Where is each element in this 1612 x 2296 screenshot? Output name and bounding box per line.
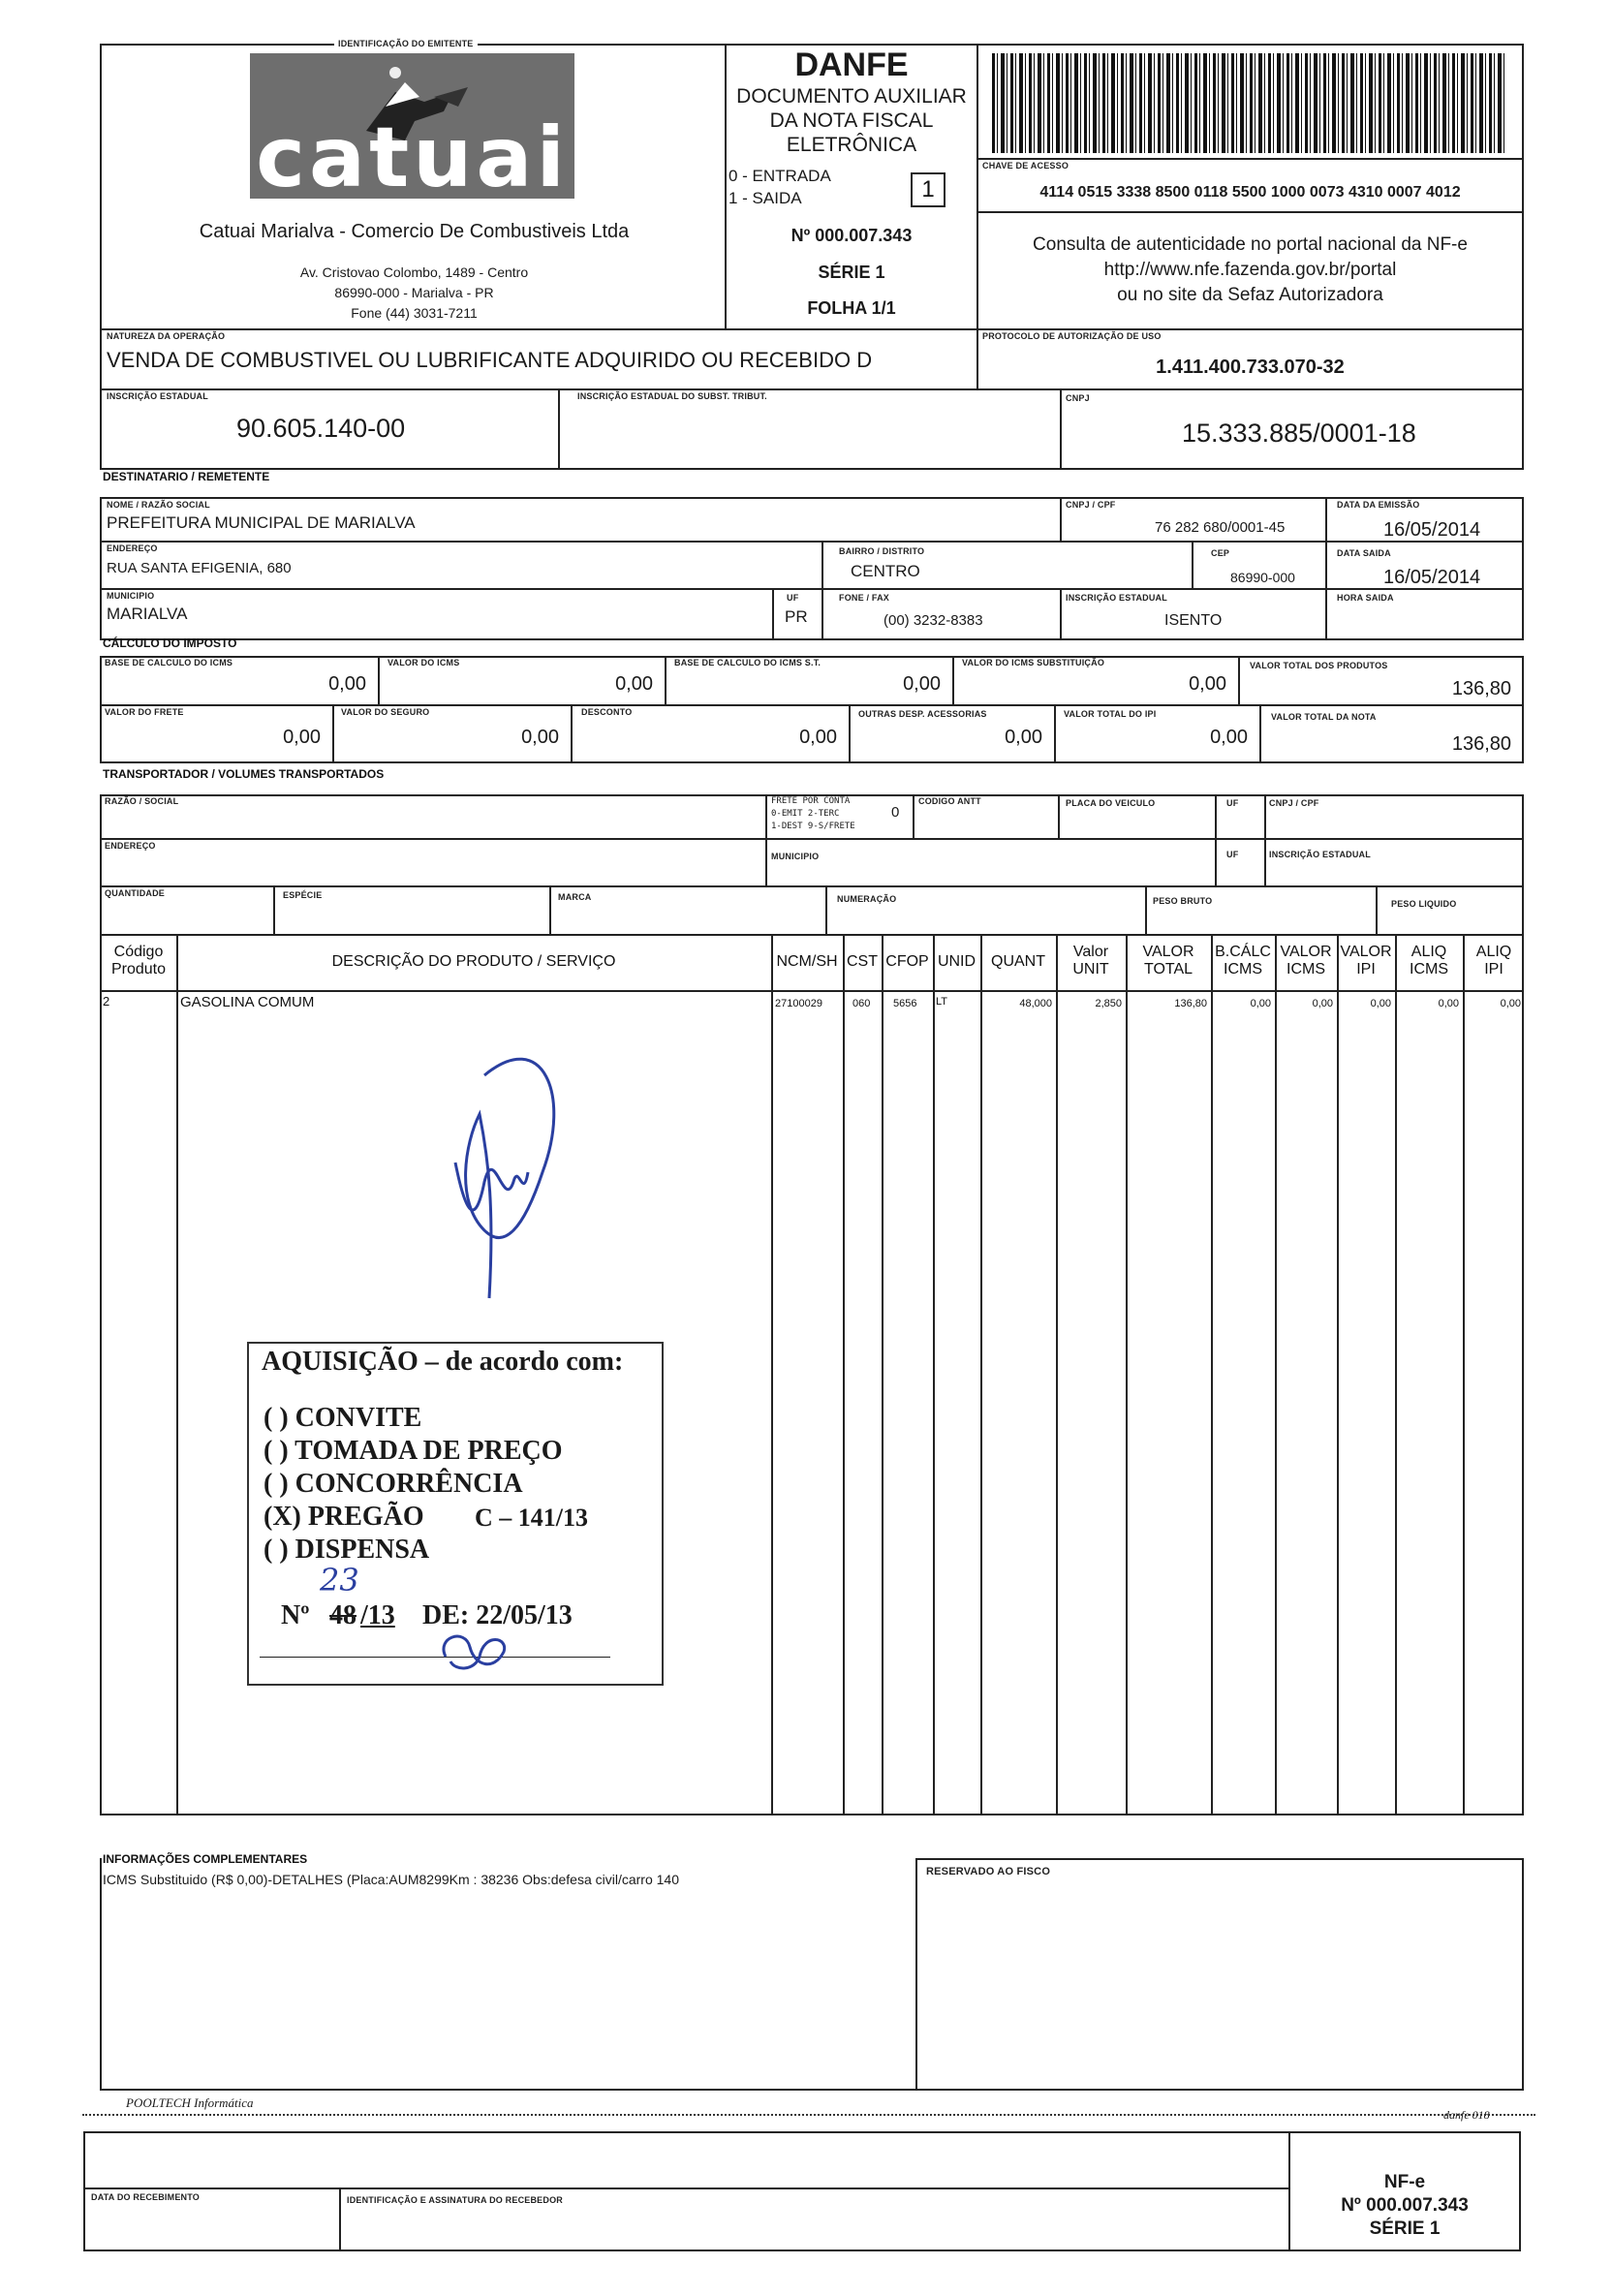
canhoto-numero: Nº 000.007.343 — [1341, 2195, 1469, 2216]
frete-label: VALOR DO FRETE — [105, 707, 184, 717]
transp-frete-2: 0-EMIT 2-TERC — [771, 809, 840, 819]
dest-v-bairro — [822, 541, 823, 640]
imp-v-5 — [332, 704, 334, 763]
cell-codigo: 2 — [103, 994, 110, 1008]
dest-uf-label: UF — [787, 593, 799, 603]
dest-emissao-label: DATA DA EMISSÃO — [1337, 500, 1420, 510]
dest-cnpj: 76 282 680/0001-45 — [1155, 519, 1286, 536]
th-unid: UNID — [937, 953, 976, 970]
stamp-line-2: ( ) TOMADA DE PREÇO — [264, 1436, 563, 1466]
transp-v-4 — [1215, 794, 1217, 887]
col-line-6 — [980, 934, 982, 1815]
dest-uf: PR — [785, 607, 808, 626]
valor-st-label: VALOR DO ICMS SUBSTITUIÇÃO — [962, 658, 1105, 667]
ie-value: 90.605.140-00 — [236, 414, 406, 443]
dest-v-data — [1325, 497, 1327, 640]
vol-v-5 — [1376, 885, 1378, 936]
recebimento-label: DATA DO RECEBIMENTO — [91, 2192, 200, 2202]
stamp-numero-struck: 48 — [329, 1600, 356, 1630]
imp-v-4 — [1238, 656, 1240, 704]
dest-nome: PREFEITURA MUNICIPAL DE MARIALVA — [107, 513, 416, 532]
stamp-line-5: ( ) DISPENSA — [264, 1535, 430, 1565]
seguro-label: VALOR DO SEGURO — [341, 707, 430, 717]
emitente-phone: Fone (44) 3031-7211 — [351, 305, 478, 321]
transp-municipio-label: MUNICIPIO — [771, 852, 820, 861]
inscricao-divider-2 — [1060, 388, 1062, 470]
imp-v-9 — [1259, 704, 1261, 763]
dest-cep-label: CEP — [1211, 548, 1230, 558]
company-logo-text: catuai — [256, 109, 569, 206]
complementares-top — [915, 1858, 1524, 1860]
stamp-line-4: (X) PREGÃO — [264, 1502, 424, 1532]
imp-v-8 — [1054, 704, 1056, 763]
danfe-subtitle-3: ELETRÔNICA — [786, 134, 917, 156]
natureza-label: NATUREZA DA OPERAÇÃO — [107, 331, 226, 341]
cell-quant: 48,000 — [1019, 998, 1052, 1009]
cell-valor-total: 136,80 — [1174, 998, 1207, 1009]
dest-ie-label: INSCRIÇÃO ESTADUAL — [1066, 593, 1167, 603]
dest-municipio: MARIALVA — [107, 605, 188, 623]
cell-aliq-ipi: 0,00 — [1500, 998, 1521, 1009]
transp-antt-label: CODIGO ANTT — [918, 796, 981, 806]
protocolo-label: PROTOCOLO DE AUTORIZAÇÃO DE USO — [982, 331, 1162, 341]
desconto-label: DESCONTO — [581, 707, 633, 717]
stamp-line-4b: C – 141/13 — [475, 1504, 588, 1532]
danfe-title: DANFE — [794, 47, 909, 83]
vol-numeracao-label: NUMERAÇÃO — [837, 894, 897, 904]
transp-razao-label: RAZÃO / SOCIAL — [105, 796, 179, 806]
natureza-value: VENDA DE COMBUSTIVEL OU LUBRIFICANTE ADQUIRIDO OU RECEBIDO D — [107, 348, 873, 372]
th-aliq-icms: ALIQ ICMS — [1410, 944, 1448, 977]
danfe-subtitle-1: DOCUMENTO AUXILIAR — [736, 85, 967, 108]
th-bcalc-icms: B.CÁLC ICMS — [1215, 944, 1271, 977]
danfe-serie: SÉRIE 1 — [818, 263, 885, 282]
stamp-date: DE: 22/05/13 — [422, 1600, 573, 1630]
dest-row-1 — [100, 541, 1524, 543]
danfe-entrada: 0 - ENTRADA — [728, 167, 831, 185]
col-line-13 — [1463, 934, 1465, 1815]
th-ncm: NCM/SH — [776, 953, 838, 970]
transp-v-2 — [913, 794, 914, 838]
dest-endereco: RUA SANTA EFIGENIA, 680 — [107, 560, 292, 576]
canhoto-nfe: NF-e — [1383, 2172, 1426, 2192]
transp-placa-label: PLACA DO VEICULO — [1066, 798, 1156, 808]
th-valor-icms: VALOR ICMS — [1280, 944, 1332, 977]
dest-nome-label: NOME / RAZÃO SOCIAL — [107, 500, 210, 510]
total-prod: 136,80 — [1451, 678, 1511, 699]
stamp-line-3: ( ) CONCORRÊNCIA — [264, 1469, 523, 1499]
ipi: 0,00 — [1210, 727, 1248, 748]
dest-cnpj-label: CNPJ / CPF — [1066, 500, 1116, 510]
seguro: 0,00 — [521, 727, 559, 748]
total-prod-label: VALOR TOTAL DOS PRODUTOS — [1250, 661, 1388, 670]
cell-cfop: 5656 — [893, 998, 917, 1009]
cell-bcalc-icms: 0,00 — [1250, 998, 1271, 1009]
col-line-5 — [933, 934, 935, 1815]
col-line-12 — [1395, 934, 1397, 1815]
base-st-label: BASE DE CALCULO DO ICMS S.T. — [674, 658, 822, 667]
dest-emissao: 16/05/2014 — [1383, 519, 1481, 541]
canhoto-serie: SÉRIE 1 — [1369, 2218, 1441, 2239]
cell-unid: LT — [936, 996, 948, 1008]
cell-ncm: 27100029 — [775, 998, 822, 1009]
transp-frete-3: 1-DEST 9-S/FRETE — [771, 822, 855, 831]
col-line-1 — [176, 934, 178, 1815]
stamp-line-1: ( ) CONVITE — [264, 1403, 422, 1433]
col-line-11 — [1337, 934, 1339, 1815]
outras: 0,00 — [1005, 727, 1042, 748]
ie-label: INSCRIÇÃO ESTADUAL — [107, 391, 208, 401]
th-cst: CST — [847, 953, 878, 970]
th-valor-ipi: VALOR IPI — [1340, 944, 1392, 977]
cell-aliq-icms: 0,00 — [1438, 998, 1459, 1009]
vol-especie-label: ESPÉCIE — [283, 890, 323, 900]
chave-label: CHAVE DE ACESSO — [982, 161, 1070, 171]
transportador-section-label: TRANSPORTADOR / VOLUMES TRANSPORTADOS — [103, 767, 385, 781]
chave-divider-2 — [976, 211, 1524, 213]
chave-divider-1 — [976, 158, 1524, 160]
base-icms-label: BASE DE CALCULO DO ICMS — [105, 658, 233, 667]
col-line-3 — [843, 934, 845, 1815]
dest-v-ie — [1060, 588, 1062, 640]
transp-frete-value: 0 — [891, 804, 900, 821]
col-line-4 — [882, 934, 884, 1815]
canhoto-divider-1 — [339, 2187, 341, 2251]
th-quant: QUANT — [991, 953, 1045, 970]
consulta-line-2[interactable]: http://www.nfe.fazenda.gov.br/portal — [1103, 260, 1397, 280]
dest-endereco-label: ENDEREÇO — [107, 543, 158, 553]
vol-bruto-label: PESO BRUTO — [1153, 896, 1213, 906]
danfe-saida: 1 - SAIDA — [728, 189, 802, 207]
base-st: 0,00 — [903, 673, 941, 695]
valor-icms: 0,00 — [615, 673, 653, 695]
destinatario-section-label: DESTINATARIO / REMETENTE — [103, 470, 270, 483]
dest-municipio-label: MUNICIPIO — [107, 591, 155, 601]
cell-cst: 060 — [852, 998, 871, 1009]
stamp-numero-suffix: /13 — [360, 1600, 395, 1630]
danfe-code: danfe 018 — [1443, 2108, 1490, 2122]
produtos-header-line — [100, 990, 1524, 992]
dest-saida: 16/05/2014 — [1383, 567, 1481, 588]
inscricao-divider-1 — [558, 388, 560, 470]
dest-v-uf — [772, 588, 774, 640]
col-line-2 — [771, 934, 773, 1815]
cell-valor-icms: 0,00 — [1312, 998, 1333, 1009]
complementares-box — [100, 1858, 1524, 2091]
imp-v-1 — [378, 656, 380, 704]
protocolo-value: 1.411.400.733.070-32 — [1156, 357, 1345, 378]
stamp-title: AQUISIÇÃO – de acordo com: — [262, 1347, 624, 1377]
dest-hora-label: HORA SAIDA — [1337, 593, 1394, 603]
transp-frete-1: FRETE POR CONTA — [771, 796, 851, 806]
consulta-line-3: ou no site da Sefaz Autorizadora — [1117, 285, 1383, 305]
imposto-row-1 — [100, 704, 1524, 706]
vol-quantidade-label: QUANTIDADE — [105, 888, 165, 898]
stamp-numero-prefix: Nº — [281, 1600, 310, 1630]
total-nota-label: VALOR TOTAL DA NOTA — [1271, 712, 1377, 722]
dest-fone-label: FONE / FAX — [839, 593, 890, 603]
imp-v-3 — [952, 656, 954, 704]
imp-v-2 — [665, 656, 666, 704]
imp-v-7 — [849, 704, 851, 763]
dest-ie: ISENTO — [1164, 612, 1223, 629]
valor-st: 0,00 — [1189, 673, 1226, 695]
stamp-handwritten-number: 23 — [320, 1562, 359, 1598]
transp-ie-label: INSCRIÇÃO ESTADUAL — [1269, 850, 1371, 859]
transp-v-1 — [765, 794, 767, 887]
imposto-section-label: CÁLCULO DO IMPOSTO — [103, 636, 237, 650]
vol-v-1 — [273, 885, 275, 936]
th-valor-total: VALOR TOTAL — [1142, 944, 1194, 977]
imp-v-6 — [571, 704, 573, 763]
ie-st-label: INSCRIÇÃO ESTADUAL DO SUBST. TRIBUT. — [577, 391, 767, 401]
th-aliq-ipi: ALIQ IPI — [1475, 944, 1512, 977]
total-nota: 136,80 — [1451, 733, 1511, 755]
outras-label: OUTRAS DESP. ACESSORIAS — [858, 709, 987, 719]
emitente-city: 86990-000 - Marialva - PR — [334, 285, 494, 300]
emitente-address: Av. Cristovao Colombo, 1489 - Centro — [299, 264, 529, 280]
col-line-10 — [1275, 934, 1277, 1815]
complementares-divider — [915, 1858, 917, 2091]
dest-v-cnpj — [1060, 497, 1062, 541]
col-line-7 — [1056, 934, 1058, 1815]
danfe-subtitle-2: DA NOTA FISCAL — [769, 109, 934, 132]
cnpj-label: CNPJ — [1066, 393, 1090, 403]
complementares-text: ICMS Substituido (R$ 0,00)-DETALHES (Placa:AUM8299Km : 38236 Obs:defesa civil/carro 140 — [103, 1872, 679, 1887]
cell-descricao: GASOLINA COMUM — [180, 994, 315, 1010]
danfe-folha: FOLHA 1/1 — [807, 298, 896, 318]
danfe-tipo: 1 — [911, 172, 946, 207]
dest-saida-label: DATA SAIDA — [1337, 548, 1391, 558]
col-line-8 — [1126, 934, 1128, 1815]
frete: 0,00 — [283, 727, 321, 748]
handwritten-signature — [426, 1037, 581, 1318]
dest-v-cep — [1192, 541, 1194, 588]
cell-valor-ipi: 0,00 — [1370, 998, 1391, 1009]
dest-row-2 — [100, 588, 1524, 590]
transp-v-5 — [1264, 794, 1266, 887]
vol-v-3 — [825, 885, 827, 936]
dest-cep: 86990-000 — [1230, 570, 1295, 585]
vol-v-4 — [1145, 885, 1147, 936]
valor-icms-label: VALOR DO ICMS — [388, 658, 460, 667]
desconto: 0,00 — [799, 727, 837, 748]
th-codigo: Código Produto — [110, 944, 167, 977]
transp-cnpj-label: CNPJ / CPF — [1269, 798, 1319, 808]
base-icms: 0,00 — [328, 673, 366, 695]
cut-line — [82, 2114, 1535, 2116]
vol-liquido-label: PESO LIQUIDO — [1391, 899, 1457, 909]
vol-v-2 — [549, 885, 551, 936]
emitente-section-label: IDENTIFICAÇÃO DO EMITENTE — [334, 39, 478, 48]
th-cfop: CFOP — [885, 953, 929, 970]
assinatura-label: IDENTIFICAÇÃO E ASSINATURA DO RECEBEDOR — [347, 2195, 563, 2205]
software-credit: POOLTECH Informática — [126, 2095, 254, 2110]
barcode — [992, 53, 1505, 153]
transp-uf2-label: UF — [1226, 850, 1239, 859]
emitente-name: Catuai Marialva - Comercio De Combustiveis Ltda — [199, 221, 630, 242]
dest-fone: (00) 3232-8383 — [884, 612, 983, 629]
canhoto-row — [83, 2187, 1288, 2189]
vol-marca-label: MARCA — [558, 892, 592, 902]
col-line-9 — [1211, 934, 1213, 1815]
th-valor-unit: Valor UNIT — [1072, 944, 1109, 977]
transp-v-3 — [1058, 794, 1060, 838]
complementares-section-label: INFORMAÇÕES COMPLEMENTARES — [103, 1852, 308, 1866]
ipi-label: VALOR TOTAL DO IPI — [1064, 709, 1157, 719]
cell-valor-unit: 2,850 — [1095, 998, 1122, 1009]
cnpj-value: 15.333.885/0001-18 — [1182, 419, 1416, 448]
transp-row-1 — [100, 838, 1524, 840]
chave-value: 4114 0515 3338 8500 0118 5500 1000 0073 4310 0007 4012 — [1039, 184, 1461, 201]
stamp-initials — [426, 1628, 523, 1676]
transp-uf-label: UF — [1226, 798, 1239, 808]
dest-bairro-label: BAIRRO / DISTRITO — [839, 546, 925, 556]
dest-bairro: CENTRO — [851, 562, 920, 580]
transp-endereco-label: ENDEREÇO — [105, 841, 156, 851]
fisco-label: RESERVADO AO FISCO — [926, 1866, 1051, 1877]
th-descricao: DESCRIÇÃO DO PRODUTO / SERVIÇO — [331, 953, 616, 970]
danfe-numero: Nº 000.007.343 — [790, 226, 913, 245]
consulta-line-1: Consulta de autenticidade no portal nacional da NF-e — [1033, 234, 1468, 255]
